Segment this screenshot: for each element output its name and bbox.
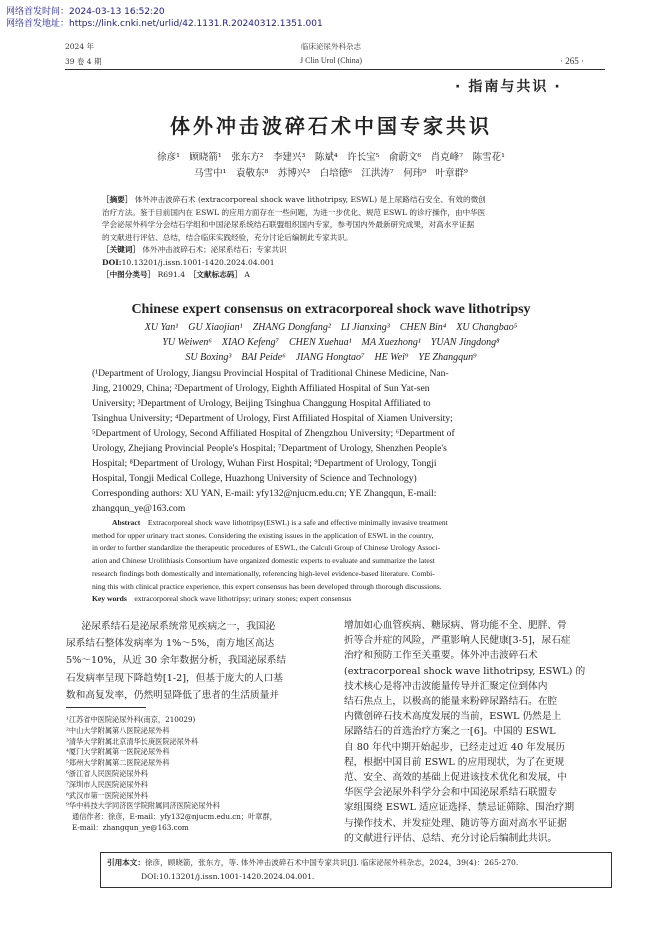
page-title: 体外冲击波碎石术中国专家共识 — [170, 114, 492, 138]
footnote-item: ²中山大学附属第八医院泌尿外科 — [66, 725, 170, 735]
body-line: 治疗和预防工作至关重要。体外冲击波碎石术 — [344, 650, 538, 662]
authors-en-line: XU Yan¹ GU Xiaojian¹ ZHANG Dongfang² LI Jianxing³ CHEN Bin⁴ XU Changbao⁵ — [144, 322, 518, 333]
abstract-en-line: ning this with clinical practice experience, this expert consensus has been developed through thorough discussions. — [92, 581, 442, 591]
body-line: 石发病率呈现下降趋势[1-2]，但基于庞大的人口基 — [66, 672, 283, 684]
body-line: 数和高复发率，仍然明显降低了患者的生活质量并 — [66, 689, 280, 701]
footnotes — [66, 715, 324, 834]
authors-cn-line: 徐彦¹ 顾晓箭¹ 张东方² 李建兴³ 陈斌⁴ 许长宝⁵ 俞蔚文⁶ 肖克峰⁷ 陈雪花¹ — [157, 152, 505, 163]
header-year: 2024 年 — [65, 42, 94, 51]
doc-code-value: A — [244, 270, 250, 279]
doi-value[interactable]: 10.13201/j.issn.1001-1420.2024.04.001 — [121, 257, 275, 267]
body-line: 泌尿系结石是泌尿系统常见疾病之一，我国泌 — [81, 621, 276, 632]
abstract-cn-line: 治疗方法。鉴于目前国内在 ESWL 的应用方面存在一些问题，为进一步优化、规范 ESWL 的诊疗操作，由中华医 — [102, 207, 486, 217]
footnote-item: ⁴厦门大学附属第一医院泌尿外科 — [66, 747, 170, 757]
body-line: 技术核心是将冲击波能量传导并汇聚定位到体内 — [344, 680, 548, 692]
header-issue: 39 卷 4 期 — [65, 57, 102, 66]
body-line: 与操作技术、并发症处理、随访等方面对高水平证据 — [344, 817, 567, 829]
abstract-cn-line: 体外冲击波碎石术 (extracorporeal shock wave lithotripsy, ESWL) 是上尿路结石安全、有效的微创 — [134, 195, 486, 204]
corresponding-authors: Corresponding authors: XU YAN, E-mail: yfy132@njucm.edu.cn; YE Zhangqun, E-mail: — [92, 488, 437, 499]
abstract-en-line: method for upper urinary tract stones. Considering the existing issues in the application of ESWL in the country, — [92, 530, 434, 540]
authors-cn-line: 马雪中¹ 袁敬东⁸ 苏博兴³ 白培德⁶ 江洪涛⁷ 何玮⁹ 叶章群⁹ — [194, 168, 468, 179]
corresponding-email[interactable]: zhangqun_ye@163.com — [92, 503, 186, 514]
body-line: 程，根据中国目前 ESWL 的应用现状，为了在更规 — [344, 756, 565, 768]
authors-en-line: SU Boxing³ BAI Peide⁶ JIANG Hongtao⁷ HE Wei⁹ YE Zhangqun⁹ — [185, 352, 477, 363]
body-line: 5%～10%，从近 30 余年数据分析，我国泌尿系结 — [66, 655, 287, 667]
abstract-en — [92, 517, 612, 606]
online-publish-time: 网络首发时间：2024-03-13 16:52:20 — [6, 7, 165, 17]
affiliation-line: Jing, 210029, China; ²Department of Urology, Eighth Affiliated Hospital of Sun Yat-sen — [92, 383, 430, 394]
clc-value: R691.4 — [157, 270, 186, 279]
affiliation-line: Hospital, Tongji Medical College, Huazhong University of Science and Technology) — [92, 473, 417, 484]
abstract-en-line: Extracorporeal shock wave lithotripsy(ESWL) is a safe and effective minimally invasive treatment — [147, 518, 448, 527]
clc-label: ［中图分类号］ — [102, 270, 156, 279]
authors-cn — [0, 150, 662, 182]
citation-text: 徐彦，顾晓箭，张东方，等. 体外冲击波碎石术中国专家共识[J]. 临床泌尿外科杂志，2024，39(4)：265-270. — [144, 858, 519, 867]
authors-en-line: YU Weiwen⁶ XIAO Kefeng⁷ CHEN Xuehua¹ MA Xuezhong¹ YUAN Jingdong⁸ — [162, 337, 500, 348]
body-line: 尿路结石的首选治疗方案之一[6]。中国的 ESWL — [344, 726, 556, 738]
footnote-item: ⁶浙江省人民医院泌尿外科 — [66, 768, 148, 778]
footnote-item: ⁹华中科技大学同济医学院附属同济医院泌尿外科 — [66, 801, 220, 811]
citation-doi[interactable]: DOI:10.13201/j.issn.1001-1420.2024.04.001. — [141, 872, 315, 881]
footnote-item: ¹江苏省中医院泌尿外科(南京，210029) — [66, 715, 196, 724]
affiliation-line: University; ³Department of Urology, Beijing Tsinghua Changgung Hospital Affiliated to — [92, 398, 431, 409]
authors-en — [0, 320, 662, 365]
footnote-rule — [66, 707, 146, 708]
abstract-cn-line: 的文献进行评估、总结，结合临床实践经验，充分讨论后编制此专家共识。 — [102, 232, 353, 242]
abstract-cn — [102, 194, 602, 282]
title-en: Chinese expert consensus on extracorporeal shock wave lithotripsy — [131, 302, 531, 317]
body-line: 华医学会泌尿外科学分会和中国泌尿系结石联盟专 — [344, 787, 558, 799]
footnote-item: ⁸武汉市第一医院泌尿外科 — [66, 790, 148, 800]
footnote-item: ⁷深圳市人民医院泌尿外科 — [66, 779, 148, 789]
body-right-column — [344, 618, 606, 846]
affiliation-line: (¹Department of Urology, Jiangsu Provincial Hospital of Traditional Chinese Medicine, Nan- — [92, 368, 449, 379]
body-line: 折等合并症的风险，严重影响人民健康[3-5]，尿石症 — [344, 635, 571, 647]
doi-label: DOI: — [102, 257, 122, 267]
body-line: 范、安全、高效的基础上促进该技术优化和发展，中 — [344, 772, 567, 784]
body-line: 尿系结石整体发病率为 1%～5%，南方地区高达 — [66, 638, 275, 650]
keywords-cn-label: ［关键词］ — [102, 245, 140, 254]
doc-code-label: ［文献标志码］ — [192, 270, 242, 279]
header-journal-en: J Clin Urol (China) — [300, 56, 362, 65]
footnote-corresponding: 通信作者：徐彦，E-mail：yfy132@njucm.edu.cn；叶章群， — [72, 812, 277, 822]
footnote-item: ³清华大学附属北京清华长庚医院泌尿外科 — [66, 736, 199, 746]
online-publish-url[interactable]: 网络首发地址：https://link.cnki.net/urlid/42.1131.R.20240312.1351.001 — [6, 19, 323, 29]
body-line: 的文献进行评估、总结、充分讨论后编制此共识。 — [344, 832, 558, 844]
header-page-number: · 265 · — [560, 56, 584, 66]
affiliations-en — [92, 366, 612, 516]
citation-label: 引用本文： — [107, 858, 145, 867]
footnote-email[interactable]: E-mail：zhangqun_ye@163.com — [72, 822, 189, 832]
body-left-column — [66, 618, 324, 704]
keywords-en: extracorporeal shock wave lithotripsy; urinary stones; expert consensus — [134, 594, 352, 604]
header-journal-cn: 临床泌尿外科杂志 — [301, 42, 361, 51]
abstract-en-line: ation and Chinese Urolithiasis Consortium have organized domestic experts to evaluate and summarize the latest — [92, 556, 435, 566]
keywords-cn: 体外冲击波碎石术；泌尿系结石；专家共识 — [142, 245, 287, 254]
footnote-item: ⁵郑州大学附属第二医院泌尿外科 — [66, 758, 170, 768]
column-tag: · 指南与共识 · — [455, 76, 562, 96]
body-line: 增加如心血管疾病、糖尿病、肾功能不全、肥胖、骨 — [344, 620, 567, 631]
body-line: 家组围绕 ESWL 适应证选择、禁忌证筛除、围治疗期 — [344, 802, 575, 814]
abstract-en-label: Abstract — [112, 518, 141, 527]
keywords-en-label: Key words — [92, 594, 127, 604]
abstract-en-line: in order to further standardize the therapeutic procedures of ESWL, the Calculi Group of Chinese Urology Associ- — [92, 543, 441, 553]
body-line: 内微创碎石技术高度发展的当前，ESWL 仍然是上 — [344, 711, 562, 723]
body-line: 自 80 年代中期开始起步，已经走过近 40 年发展历 — [344, 741, 566, 753]
abstract-cn-line: 学会泌尿外科学分会结石学组和中国泌尿系统结石联盟组织国内专家，参考国内外最新研究成果，对高水平证据 — [102, 220, 475, 229]
body-line: (extracorporeal shock wave lithotripsy, ESWL) 的 — [344, 665, 586, 677]
abstract-cn-label: ［摘要］ — [102, 195, 133, 204]
abstract-en-line: research findings both domestically and internationally, referencing high-level evidence-based literature. Combi- — [92, 568, 435, 578]
affiliation-line: ⁵Department of Urology, Second Affiliated Hospital of Zhengzhou University; ⁶Department of — [92, 428, 455, 439]
citation-box — [100, 852, 612, 888]
affiliation-line: Urology, Zhejiang Provincial People's Hospital; ⁷Department of Urology, Shenzhen People's — [92, 443, 447, 454]
affiliation-line: Hospital; ⁸Department of Urology, Wuhan First Hospital; ⁹Department of Urology, Tongji — [92, 458, 437, 469]
affiliation-line: Tsinghua University; ⁴Department of Urology, First Affiliated Hospital of Xiamen University; — [92, 413, 453, 424]
body-line: 结石焦点上，以极高的能量来粉碎尿路结石。在腔 — [344, 696, 558, 708]
header-rule — [65, 69, 605, 70]
